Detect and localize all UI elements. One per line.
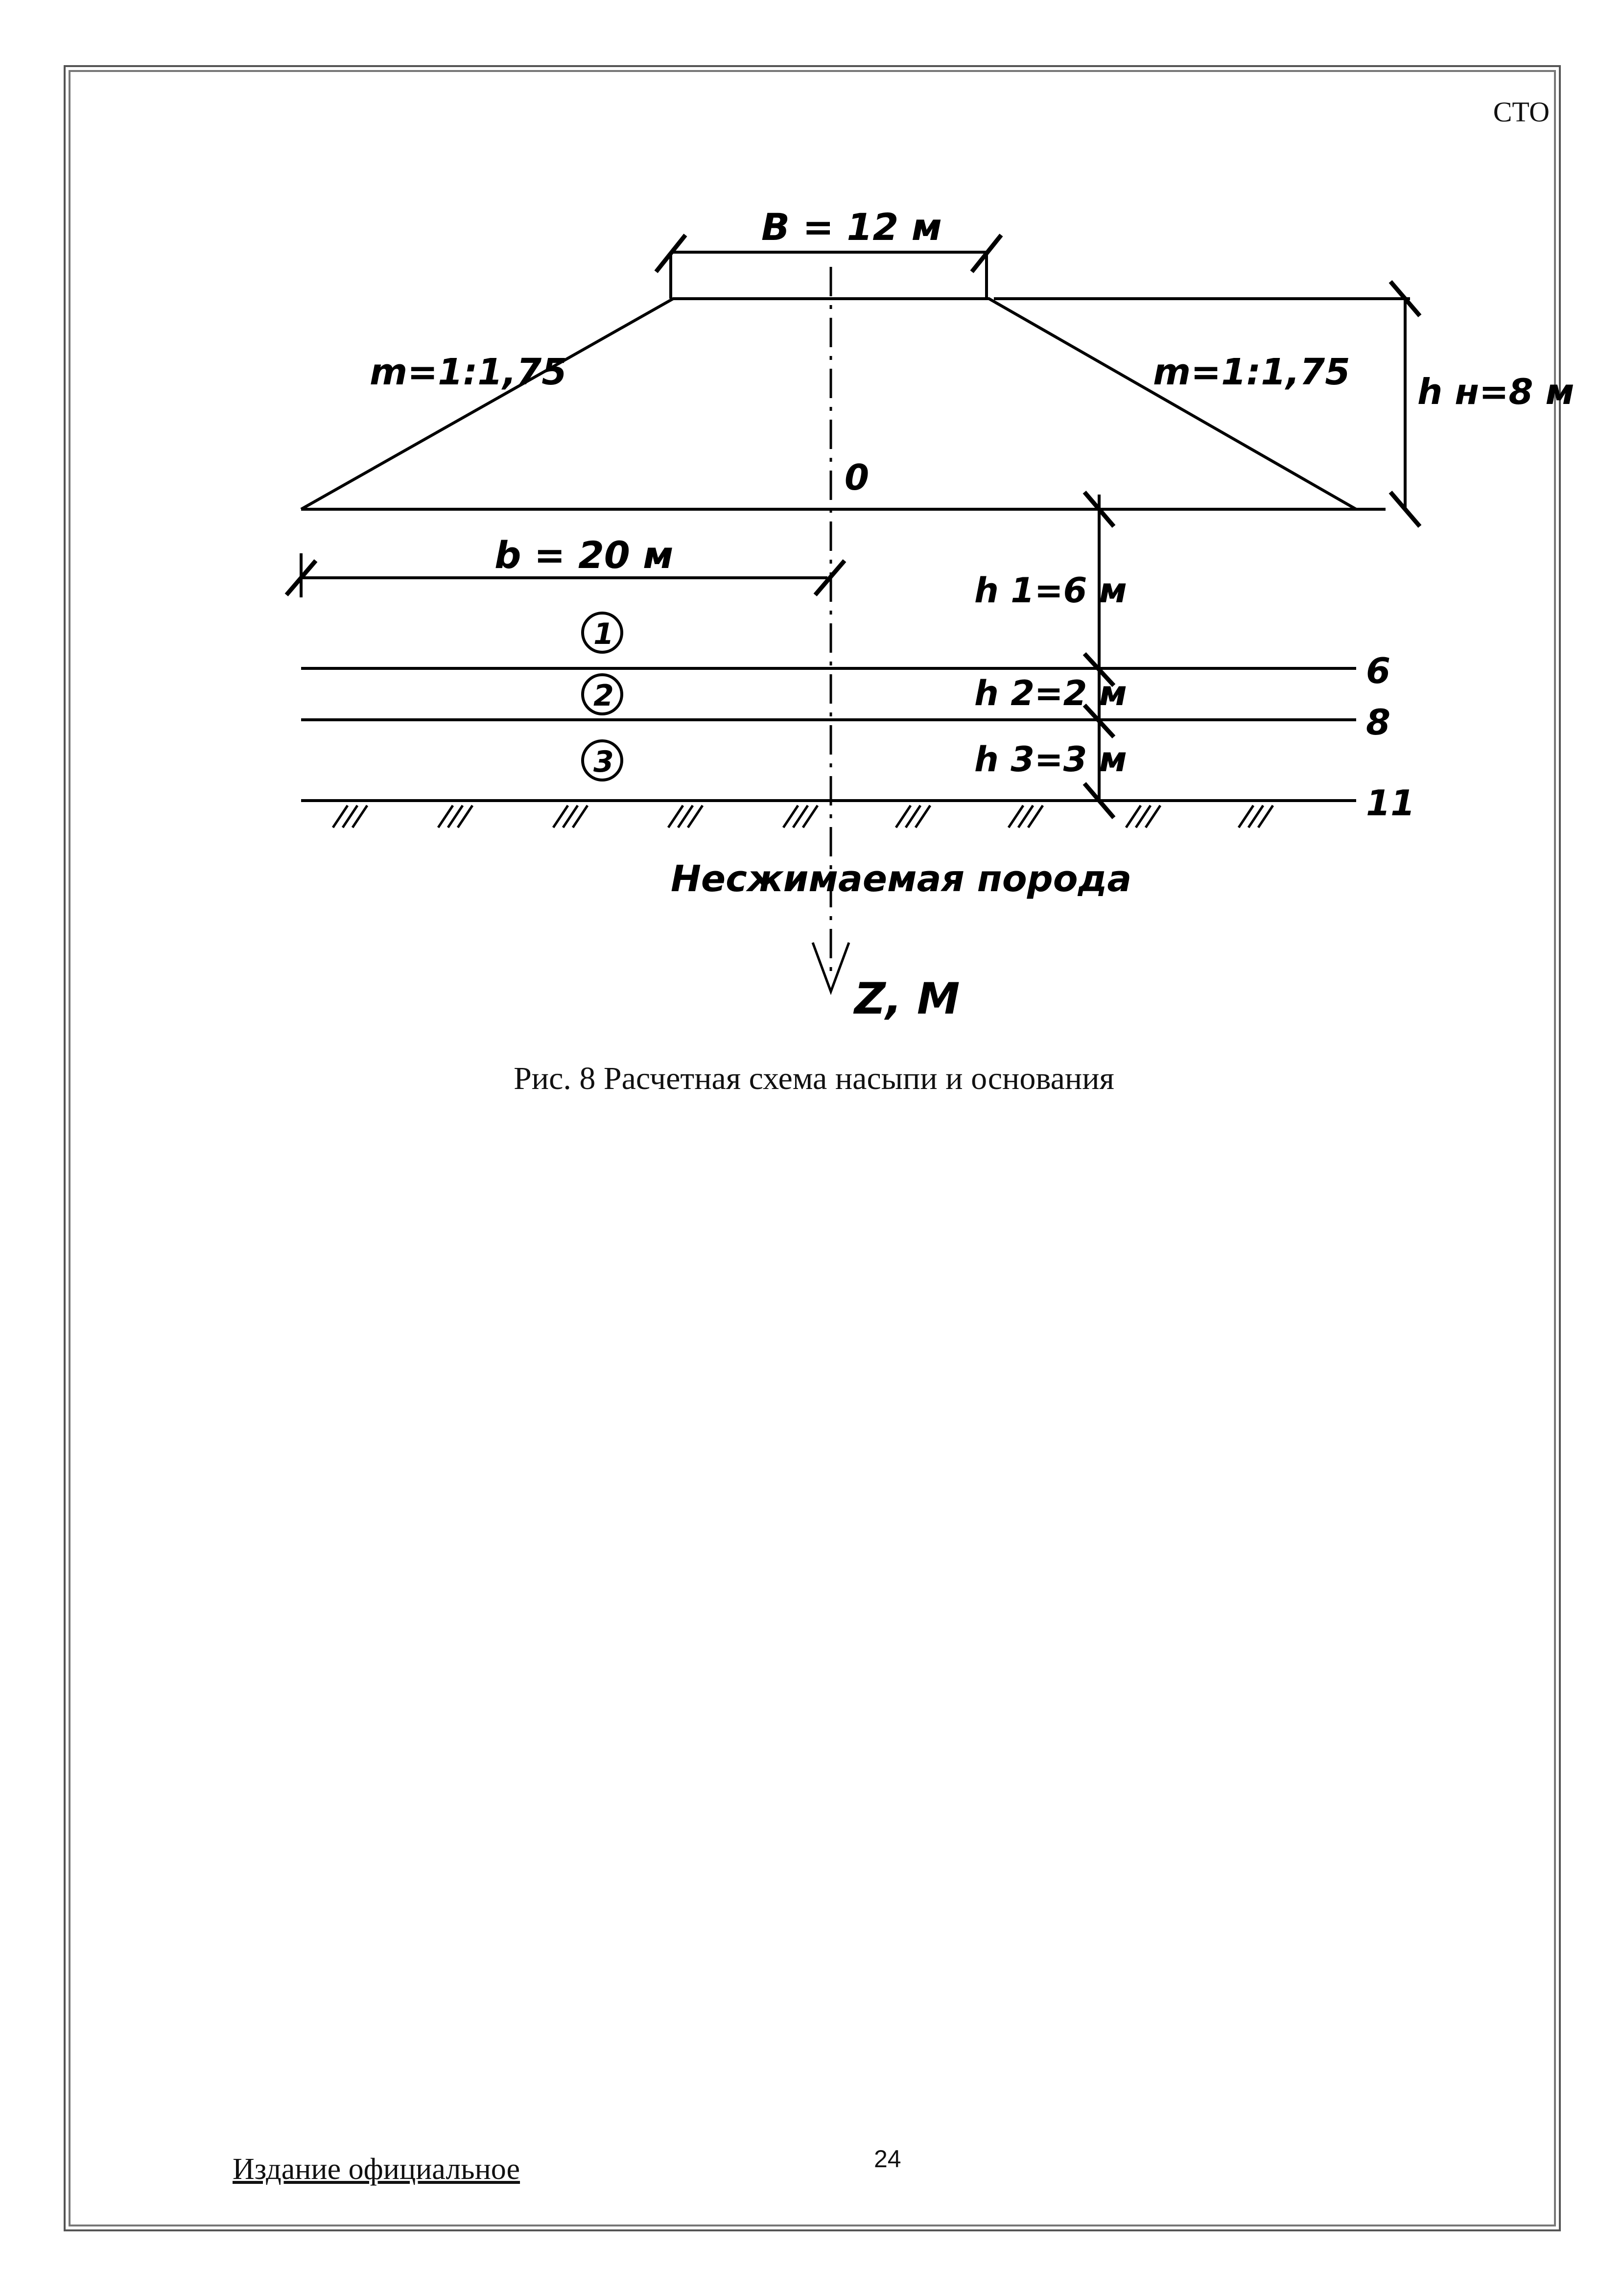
layer-2-number: 2 [593,679,614,713]
layer-3-thickness-label: h 3=3 м [974,739,1127,780]
document-code: СТО [1493,96,1550,128]
layer-1-number: 1 [593,617,614,651]
figure-caption: Рис. 8 Расчетная схема насыпи и основания [514,1061,1114,1096]
edition-note: Издание официальное [233,2153,520,2186]
layer-3-number: 3 [593,745,614,779]
z-axis-label: Z, М [854,973,960,1024]
origin-label: 0 [845,457,870,498]
bedrock-label: Несжимаемая порода [671,858,1132,900]
half-base-label: b = 20 м [494,533,674,577]
crest-width-label: B = 12 м [761,205,942,249]
page-number: 24 [874,2145,901,2173]
depth-mark-8: 8 [1366,702,1391,743]
embankment-outline [301,299,1356,509]
embankment-height-label: h н=8 м [1417,371,1575,412]
slope-left-label: m=1:1,75 [370,351,567,393]
depth-mark-6: 6 [1366,650,1391,691]
slope-right-label: m=1:1,75 [1153,351,1350,393]
bedrock-hatching [333,805,1273,828]
layer-1-thickness-label: h 1=6 м [974,570,1127,611]
layer-2-thickness-label: h 2=2 м [974,673,1127,713]
depth-mark-11: 11 [1366,782,1415,824]
